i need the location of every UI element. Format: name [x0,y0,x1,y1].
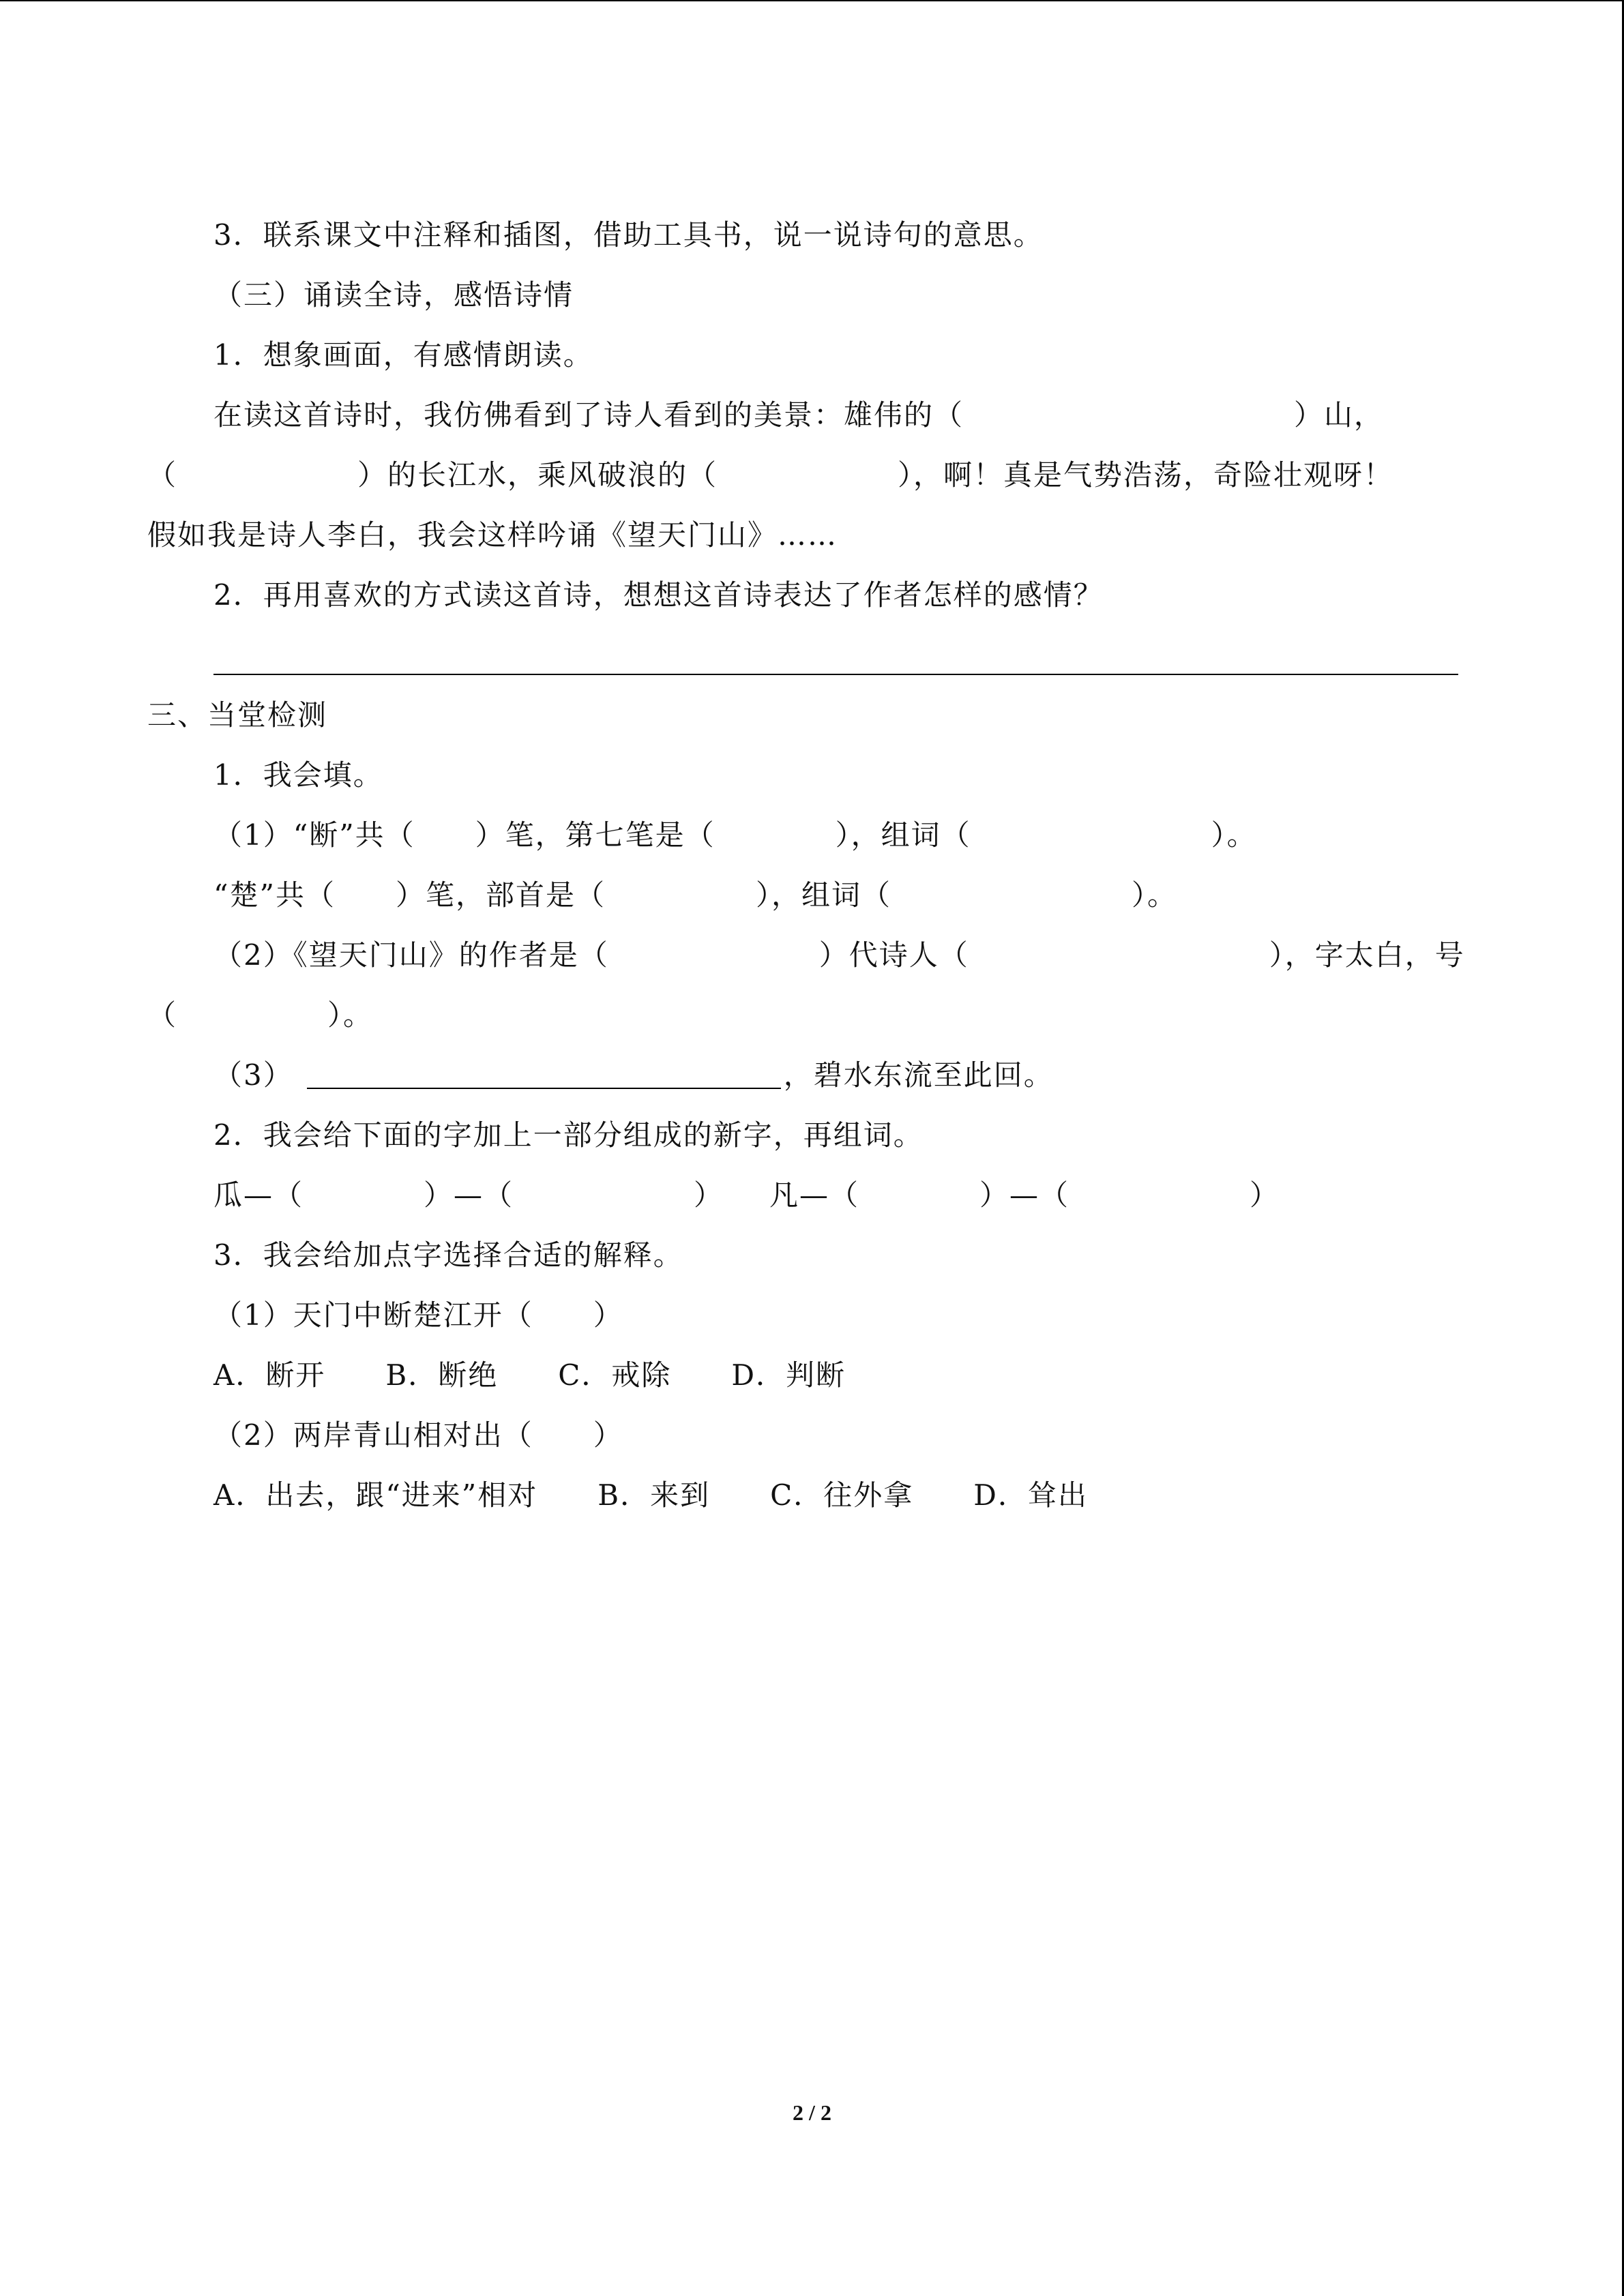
test-1-2-author-cont: （ ）。 [147,998,374,1032]
blank-underline [307,1058,781,1089]
test-2-chars: 瓜—（ ）—（ ） 凡—（ ）—（ ） [213,1178,1280,1212]
answer-line [213,674,1458,675]
fill-scene-line3: 假如我是诗人李白，我会这样吟诵《望天门山》…… [147,518,838,552]
test-item-3: 3．我会给加点字选择合适的解释。 [213,1238,683,1272]
item-2-emotion: 2．再用喜欢的方式读这首诗，想想这首诗表达了作者怎样的感情？ [213,578,1104,612]
fill-scene-line2: （ ）的长江水，乘风破浪的（ ），啊！真是气势浩荡，奇险壮观呀！ [147,458,1394,492]
test-1-3-label: （3） [213,1058,293,1092]
page-number: 2 / 2 [793,2100,831,2125]
test-item-1: 1．我会填。 [213,758,383,792]
test-3-2-options: A．出去，跟“进来”相对 B．来到 C．往外拿 D．耸出 [213,1478,1088,1512]
item-1-imagine: 1．想象画面，有感情朗读。 [213,338,593,372]
page-top-border [0,0,1624,1]
item-3-explain: 3．联系课文中注释和插图，借助工具书，说一说诗句的意思。 [213,218,1044,252]
test-1-1-duan: （1）“断”共（ ）笔，第七笔是（ ），组词（ ）。 [213,818,1257,852]
fill-scene-line1: 在读这首诗时，我仿佛看到了诗人看到的美景：雄伟的（ ）山， [213,398,1385,432]
test-3-2-question: （2）两岸青山相对出（ ） [213,1418,623,1452]
section-recite: （三）诵读全诗，感悟诗情 [213,278,574,312]
section-class-test: 三、当堂检测 [147,698,328,732]
test-1-3-text: ，碧水东流至此回。 [783,1058,1054,1092]
test-3-1-options: A．断开 B．断绝 C．戒除 D．判断 [213,1358,846,1392]
test-1-2-author: （2）《望天门山》的作者是（ ）代诗人（ ），字太白，号 [213,938,1465,972]
test-1-3-poem-line [213,1055,1054,1096]
test-1-1-chu: “楚”共（ ）笔，部首是（ ），组词（ ）。 [213,878,1177,912]
test-item-2: 2．我会给下面的字加上一部分组成的新字，再组词。 [213,1118,924,1152]
test-3-1-question: （1）天门中断楚江开（ ） [213,1298,623,1332]
